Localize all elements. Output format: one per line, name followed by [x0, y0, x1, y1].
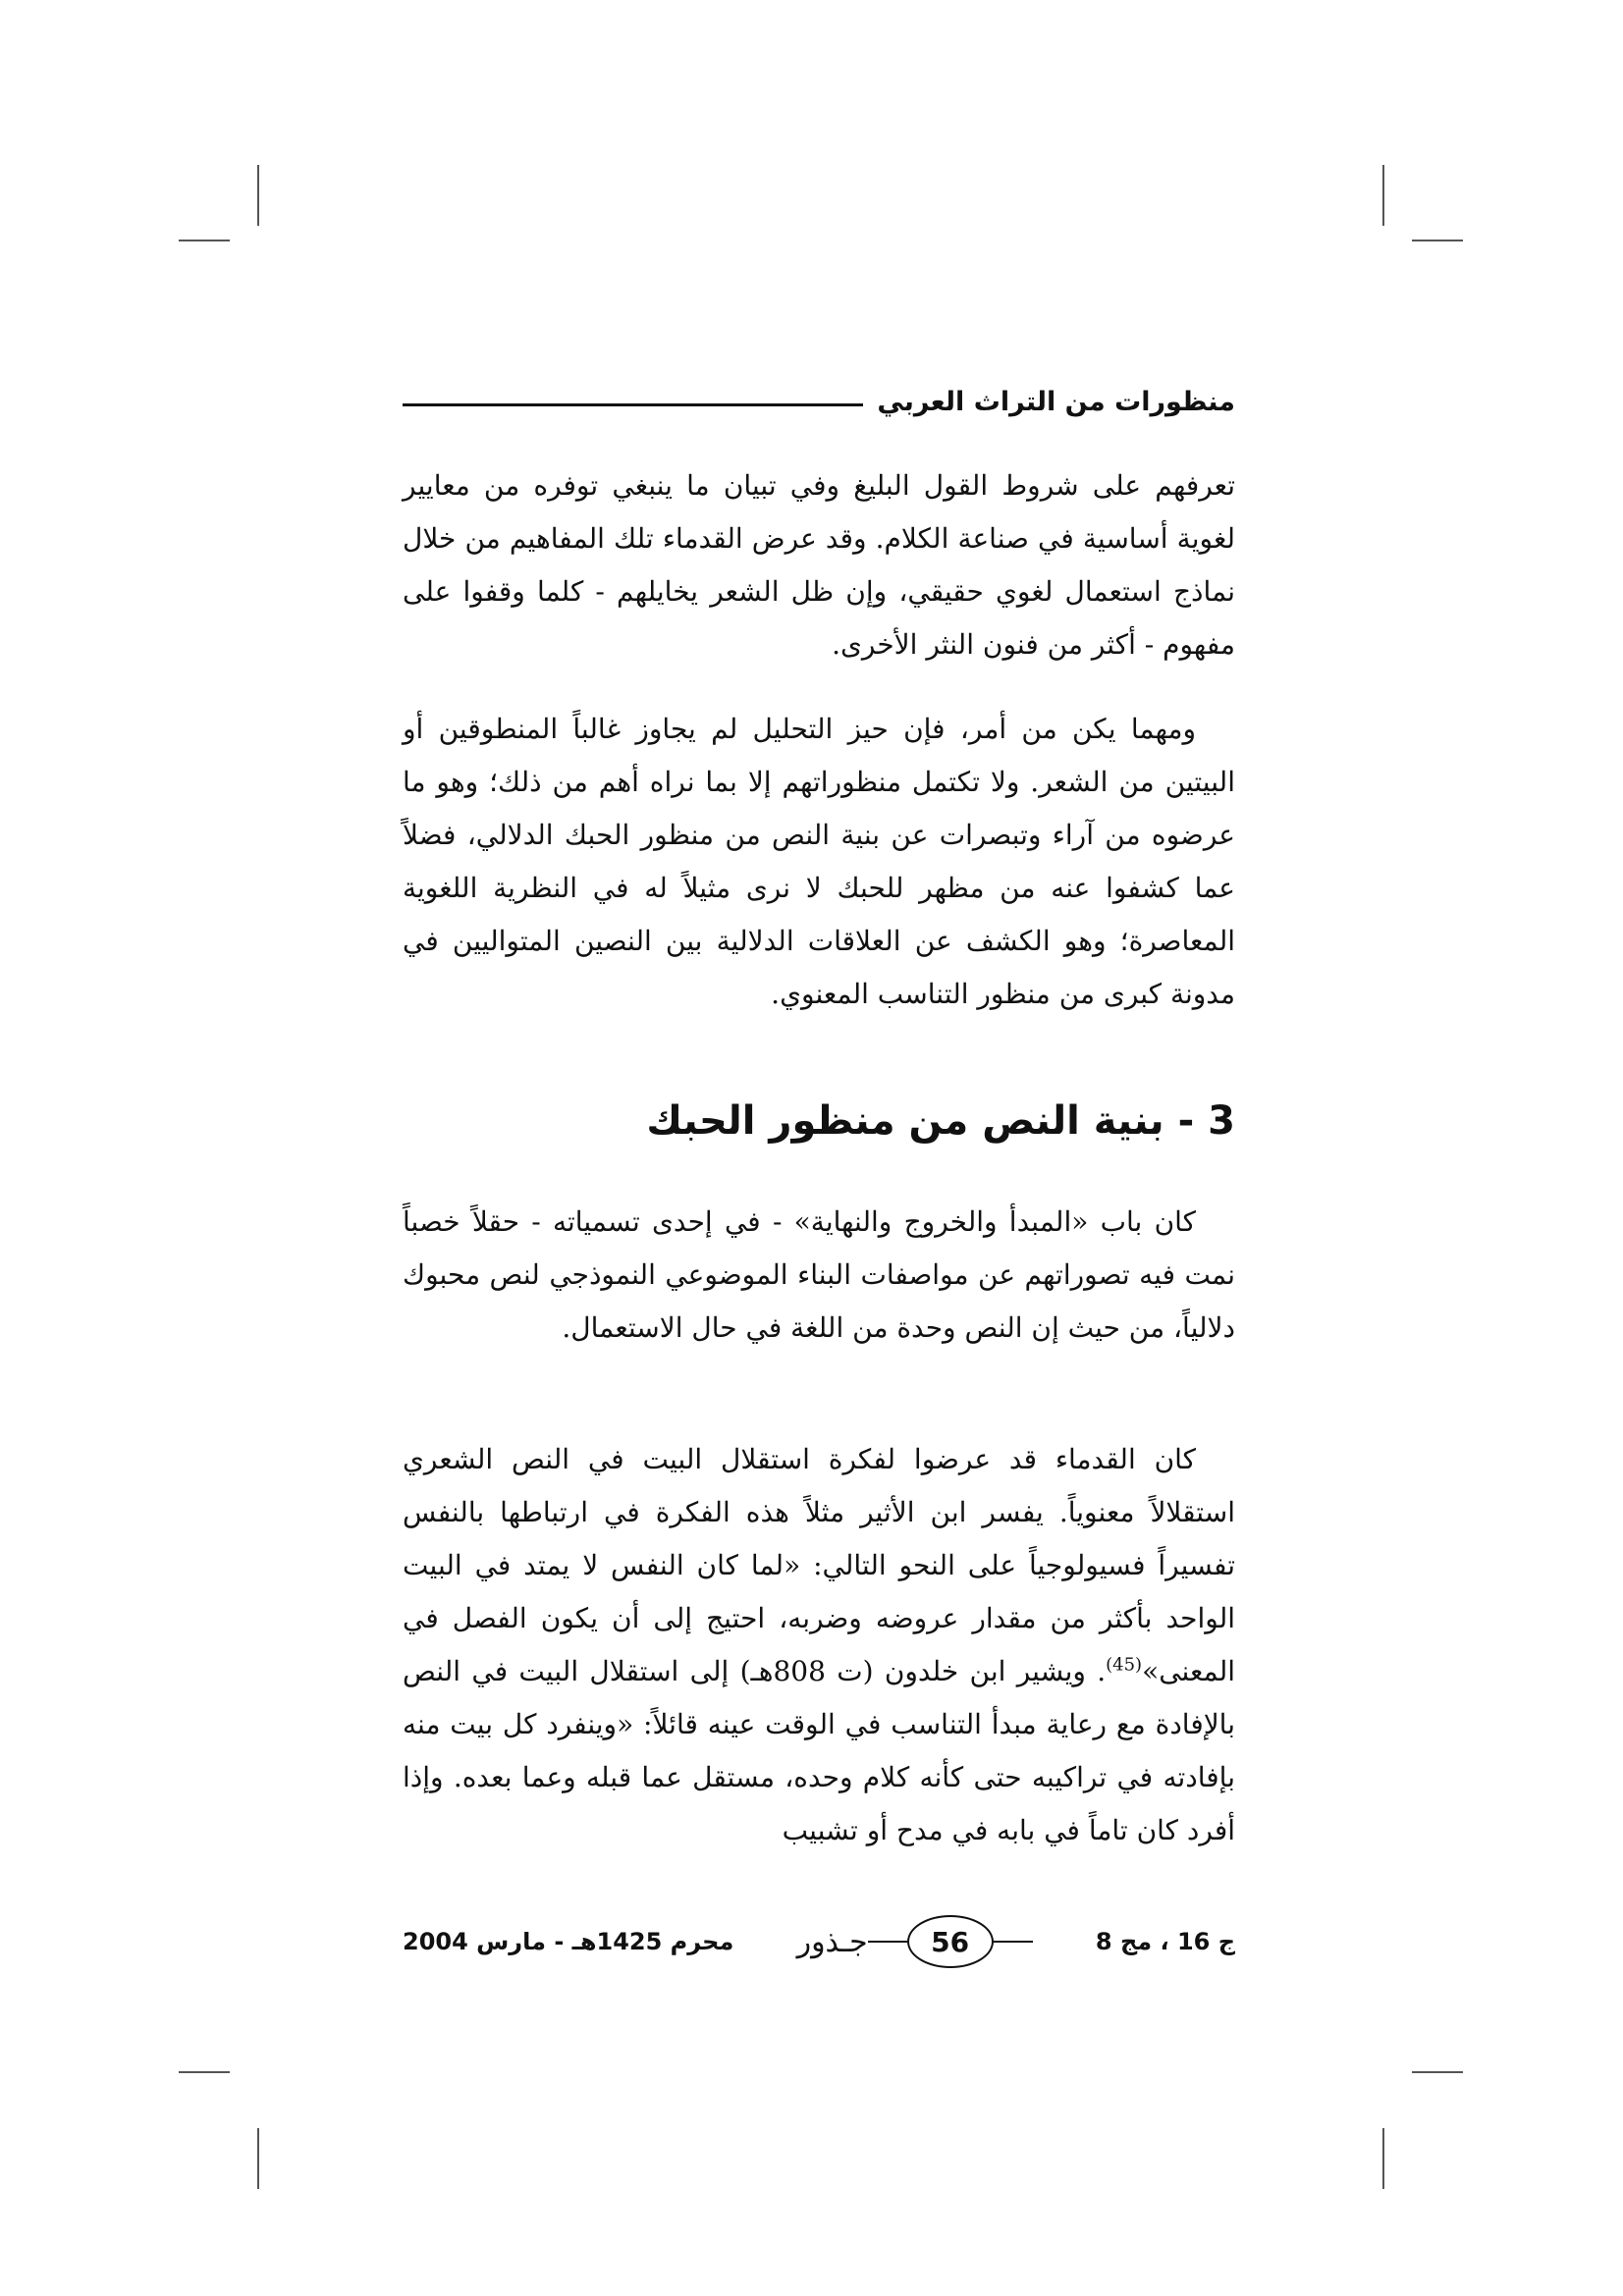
crop-mark-top-left — [257, 165, 259, 226]
running-header — [403, 377, 1235, 426]
journal-mark-line-left — [868, 1941, 907, 1943]
paragraph-2 — [403, 703, 1235, 1021]
crop-mark-bottom-left-h — [179, 2071, 230, 2073]
paragraph-4-part-2: . ويشير ابن خلدون (ت 808هـ) إلى استقلال البيت في النص بالإفادة مع رعاية مبدأ التناسب في الوقت عينه قائلاً: «وينفرد كل بيت منه بإفادته في تراكيبه حتى كأنه كلام وحده، مستقل عما قبله وعما بعده. وإذا أفرد كان تاماً في بابه في مدح أو تشبيب — [403, 1655, 1235, 1846]
header-rule — [403, 403, 863, 406]
journal-mark — [797, 1915, 1033, 1968]
paragraph-1 — [403, 459, 1235, 671]
page-footer — [403, 1912, 1235, 1971]
crop-mark-top-right-h — [1412, 240, 1463, 241]
paragraph-2-text: ومهما يكن من أمر، فإن حيز التحليل لم يجاوز غالباً المنطوقين أو البيتين من الشعر. ولا تكتمل منظوراتهم إلا بما نراه أهم من ذلك؛ وهو ما عرضوه من آراء وتبصرات عن بنية النص من منظور الحبك الدلالي، فضلاً عما كشفوا عنه من مظهر للحبك لا نرى مثيلاً له في النظرية اللغوية المعاصرة؛ وهو الكشف عن العلاقات الدلالية بين النصين المتواليين في مدونة كبرى من منظور التناسب المعنوي. — [403, 713, 1235, 1010]
footer-date: محرم 1425هـ - مارس 2004 — [403, 1928, 734, 1955]
journal-mark-line-right — [994, 1941, 1033, 1943]
crop-mark-bottom-right-h — [1412, 2071, 1463, 2073]
footer-issue: ج 16 ، مج 8 — [1095, 1928, 1235, 1955]
paragraph-3-text: كان باب «المبدأ والخروج والنهاية» - في إحدى تسمياته - حقلاً خصباً نمت فيه تصوراتهم عن مواصفات البناء الموضوعي النموذجي لنص محبوك دلالياً، من حيث إن النص وحدة من اللغة في حال الاستعمال. — [403, 1205, 1235, 1344]
running-header-title: منظورات من التراث العربي — [877, 386, 1235, 417]
footnote-ref-45[interactable]: (45) — [1106, 1654, 1143, 1676]
section-heading: 3 - بنية النص من منظور الحبك — [646, 1098, 1235, 1144]
page-number: 56 — [907, 1915, 994, 1968]
paragraph-4-part-1: كان القدماء قد عرضوا لفكرة استقلال البيت في النص الشعري استقلالاً معنوياً. يفسر ابن الأثير مثلاً هذه الفكرة في ارتباطها بالنفس تفسيراً فسيولوجياً على النحو التالي: «لما كان النفس لا يمتد في البيت الواحد بأكثر من مقدار عروضه وضربه، احتيج إلى أن يكون الفصل في المعنى» — [403, 1443, 1236, 1687]
crop-mark-bottom-left — [257, 2128, 259, 2189]
paragraph-3 — [403, 1196, 1235, 1355]
paragraph-4 — [403, 1433, 1235, 1857]
crop-mark-top-left-h — [179, 240, 230, 241]
crop-mark-bottom-right — [1382, 2128, 1384, 2189]
paragraph-4-text — [403, 1433, 1235, 1857]
journal-name: جـذور — [796, 1924, 868, 1959]
paragraph-1-text: تعرفهم على شروط القول البليغ وفي تبيان ما ينبغي توفره من معايير لغوية أساسية في صناعة الكلام. وقد عرض القدماء تلك المفاهيم من خلال نماذج استعمال لغوي حقيقي، وإن ظل الشعر يخايلهم - كلما وقفوا على مفهوم - أكثر من فنون النثر الأخرى. — [403, 469, 1235, 661]
crop-mark-top-right — [1382, 165, 1384, 226]
